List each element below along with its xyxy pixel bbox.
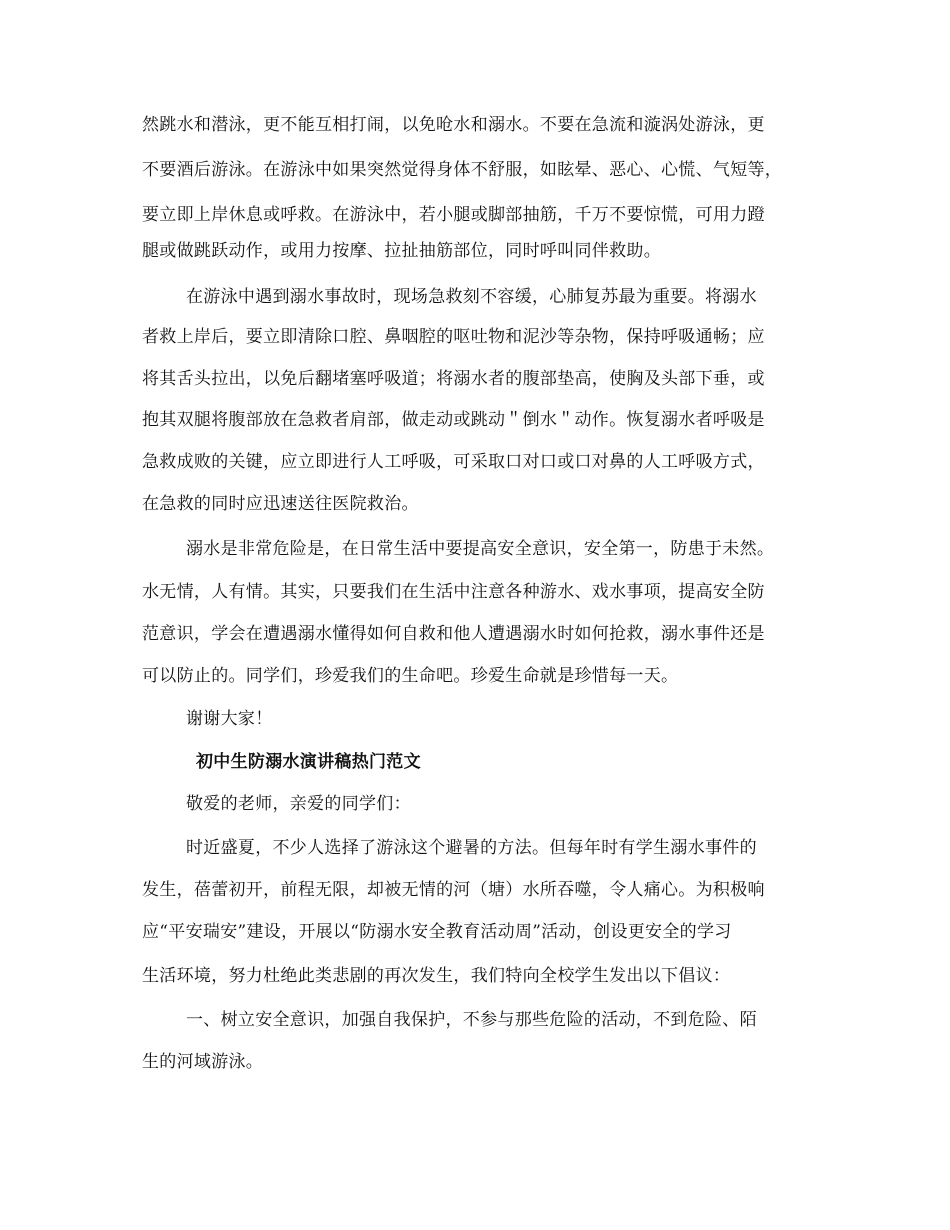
text-line: 者救上岸后，要立即清除口腔、鼻咽腔的呕吐物和泥沙等杂物，保持呼吸通畅；应 [142, 327, 765, 347]
closing-thanks: 谢谢大家！ [186, 709, 273, 729]
text-line: 要立即上岸休息或呼救。在游泳中，若小腿或脚部抽筋，千万不要惊慌，可用力蹬 [142, 205, 765, 225]
text-line: 不要酒后游泳。在游泳中如果突然觉得身体不舒服，如眩晕、恶心、心慌、气短等， [142, 160, 783, 180]
text-line: 时近盛夏，不少人选择了游泳这个避暑的方法。但每年时有学生溺水事件的 [186, 838, 757, 858]
text-line: 溺水是非常危险是，在日常生活中要提高安全意识，安全第一，防患于未然。 [186, 539, 775, 559]
text-line: 将其舌头拉出，以免后翻堵塞呼吸道；将溺水者的腹部垫高，使胸及头部下垂，或 [142, 369, 765, 389]
section-heading: 初中生防溺水演讲稿热门范文 [196, 752, 421, 772]
text-line: 一、树立安全意识，加强自我保护，不参与那些危险的活动，不到危险、陌 [186, 1010, 757, 1030]
text-line: 发生，蓓蕾初开，前程无限，却被无情的河（塘）水所吞噬，令人痛心。为积极响 [142, 880, 765, 900]
text-line: 急救成败的关键，应立即进行人工呼吸，可采取口对口或口对鼻的人工呼吸方式， [142, 452, 765, 472]
text-line: 生活环境，努力杜绝此类悲剧的再次发生，我们特向全校学生发出以下倡议： [142, 966, 731, 986]
text-line: 应“平安瑞安”建设，开展以“防溺水安全教育活动周”活动，创设更安全的学习 [142, 922, 732, 942]
text-line: 范意识，学会在遭遇溺水懂得如何自救和他人遭遇溺水时如何抢救，溺水事件还是 [142, 624, 765, 644]
text-line: 然跳水和潜泳，更不能互相打闹，以免呛水和溺水。不要在急流和漩涡处游泳，更 [142, 115, 765, 135]
text-line: 在游泳中遇到溺水事故时，现场急救刻不容缓，心肺复苏最为重要。将溺水 [186, 287, 757, 307]
text-line: 生的河域游泳。 [142, 1052, 264, 1072]
text-line: 腿或做跳跃动作，或用力按摩、拉扯抽筋部位，同时呼叫同伴救助。 [142, 241, 661, 261]
text-line: 水无情，人有情。其实，只要我们在生活中注意各种游水、戏水事项，提高安全防 [142, 582, 765, 602]
greeting: 敬爱的老师，亲爱的同学们： [186, 794, 411, 814]
text-line: 在急救的同时应迅速送往医院救治。 [142, 494, 419, 514]
text-line: 可以防止的。同学们，珍爱我们的生命吧。珍爱生命就是珍惜每一天。 [142, 666, 679, 686]
text-line: 抱其双腿将腹部放在急救者肩部，做走动或跳动＂倒水＂动作。恢复溺水者呼吸是 [142, 410, 765, 430]
